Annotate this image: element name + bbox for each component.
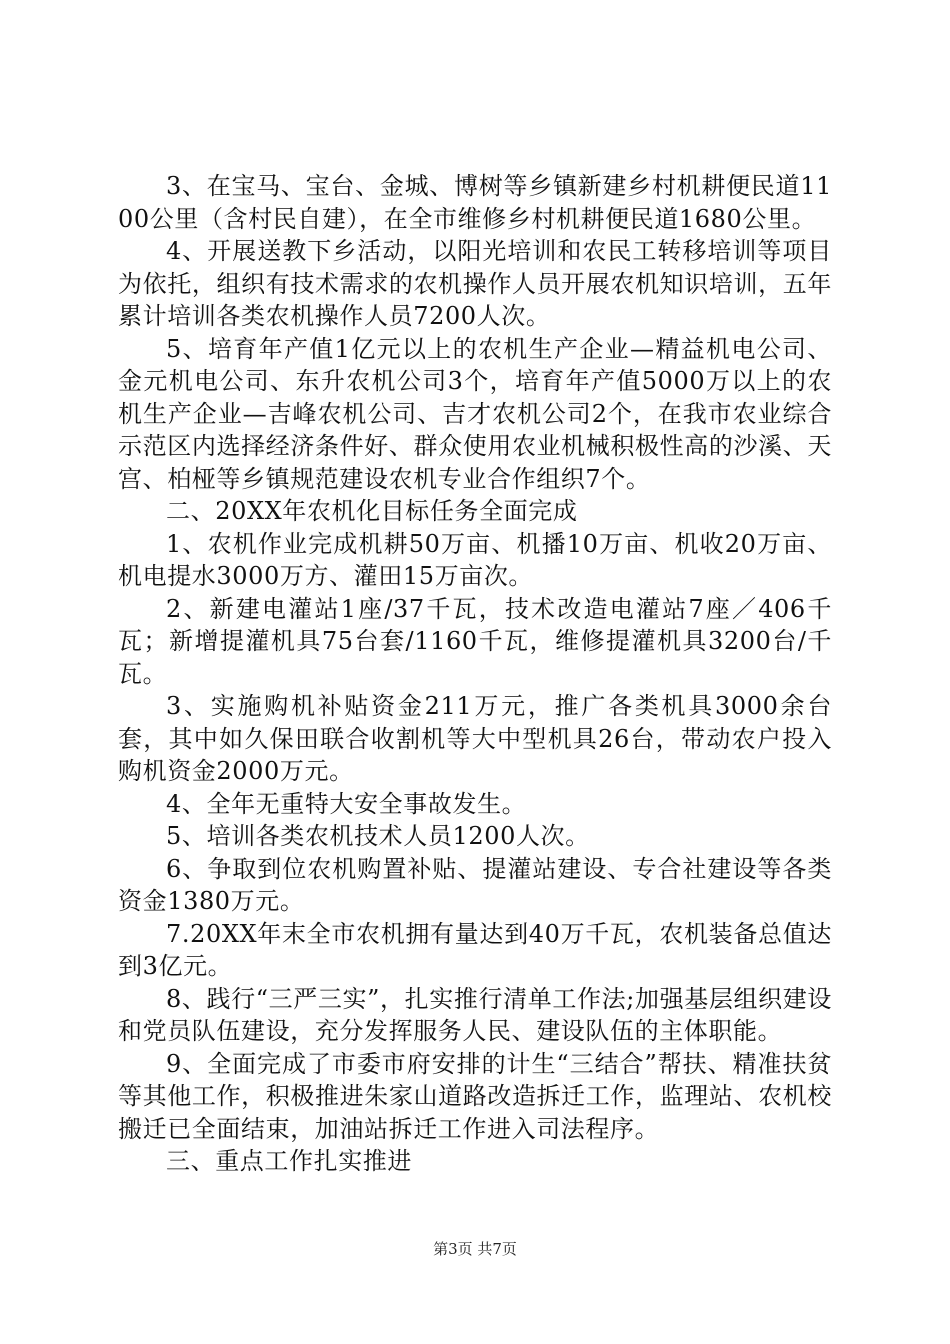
paragraph-10: 6、争取到位农机购置补贴、提灌站建设、专合社建设等各类资金1380万元。 <box>118 854 832 915</box>
paragraph-13: 9、全面完成了市委市府安排的计生“三结合”帮扶、精准扶贫等其他工作，积极推进朱家山道路改造拆迁工作，监理站、农机校搬迁已全面结束，加油站拆迁工作进入司法程序。 <box>118 1049 832 1143</box>
paragraph-9: 5、培训各类农机技术人员1200人次。 <box>166 822 590 850</box>
paragraph-11: 7.20XX年末全市农机拥有量达到40万千瓦，农机装备总值达到3亿元。 <box>118 919 832 980</box>
section-heading-2: 二、20XX年农机化目标任务全面完成 <box>166 497 578 525</box>
paragraph-2: 4、开展送教下乡活动，以阳光培训和农民工转移培训等项目为依托，组织有技术需求的农机操作人员开展农机知识培训，五年累计培训各类农机操作人员7200人次。 <box>118 237 832 330</box>
paragraph-1: 3、在宝马、宝台、金城、博树等乡镇新建乡村机耕便民道1100公里（含村民自建），在全市维修乡村机耕便民道1680公里。 <box>118 172 832 233</box>
paragraph-8: 4、全年无重特大安全事故发生。 <box>166 789 527 818</box>
page-number-footer: 第3页 共7页 <box>433 1240 517 1258</box>
paragraph-7: 3、实施购机补贴资金211万元，推广各类机具3000余台套，其中如久保田联合收割机等大中型机具26台，带动农户投入购机资金2000万元。 <box>118 692 832 785</box>
paragraph-3: 5、培育年产值1亿元以上的农机生产企业—精益机电公司、金元机电公司、东升农机公司3个，培育年产值5000万以上的农机生产企业—吉峰农机公司、吉才农机公司2个，在我市农业综合示范区内选择经济条件好、群众使用农业机械积极性高的沙溪、天宫、柏桠等乡镇规范建设农机专业合作组织7个。 <box>118 334 832 493</box>
paragraph-5: 1、农机作业完成机耕50万亩、机播10万亩、机收20万亩、机电提水3000万方、灌田15万亩次。 <box>118 529 832 590</box>
document-body <box>118 170 832 1178</box>
section-heading-3: 三、重点工作扎实推进 <box>166 1147 412 1175</box>
paragraph-12: 8、践行“三严三实”，扎实推行清单工作法;加强基层组织建设和党员队伍建设，充分发挥服务人民、建设队伍的主体职能。 <box>118 984 832 1045</box>
paragraph-6: 2、新建电灌站1座/37千瓦，技术改造电灌站7座／406千瓦；新增提灌机具75台套/1160千瓦，维修提灌机具3200台/千瓦。 <box>118 594 832 688</box>
